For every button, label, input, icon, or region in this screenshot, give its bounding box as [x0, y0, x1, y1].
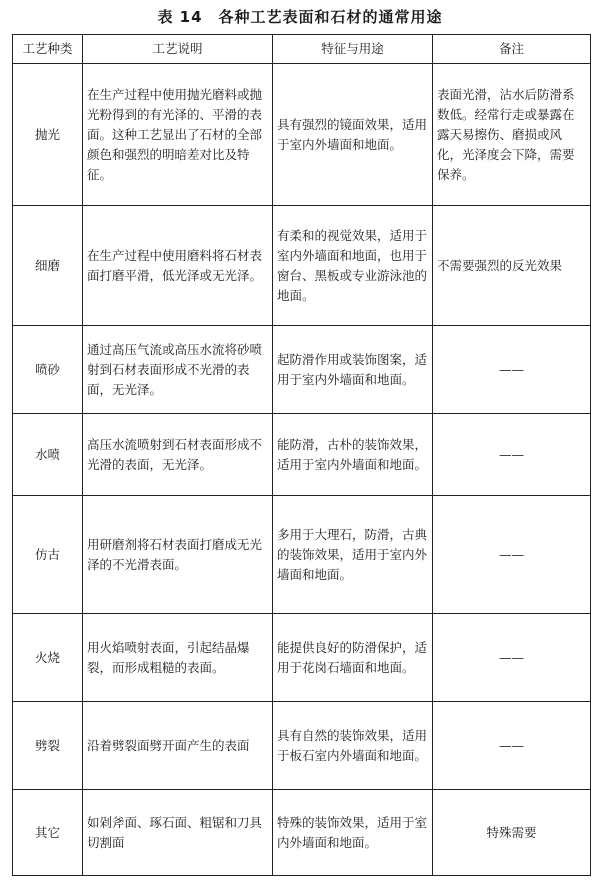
cell-use: 能防滑，古朴的装饰效果，适用于室内外墙面和地面。	[273, 414, 433, 496]
cell-desc: 沿着劈裂面劈开面产生的表面	[83, 702, 273, 790]
cell-type: 喷砂	[13, 326, 83, 414]
cell-note: 不需要强烈的反光效果	[433, 206, 591, 326]
cell-type: 劈裂	[13, 702, 83, 790]
table-row	[13, 790, 591, 876]
table-row	[13, 206, 591, 326]
cell-use: 有柔和的视觉效果，适用于室内外墙面和地面，也用于窗台、黑板或专业游泳池的地面。	[273, 206, 433, 326]
cell-desc: 在生产过程中使用抛光磨料或抛光粉得到的有光泽的、平滑的表面。这种工艺显出了石材的全部颜色和强烈的明暗差对比及特征。	[83, 64, 273, 206]
cell-desc: 用研磨剂将石材表面打磨成无光泽的不光滑表面。	[83, 496, 273, 614]
cell-use: 多用于大理石，防滑，古典的装饰效果，适用于室内外墙面和地面。	[273, 496, 433, 614]
cell-note: ——	[433, 414, 591, 496]
cell-desc: 高压水流喷射到石材表面形成不光滑的表面，无光泽。	[83, 414, 273, 496]
cell-type: 抛光	[13, 64, 83, 206]
header-use: 特征与用途	[273, 35, 433, 64]
cell-desc: 在生产过程中使用磨料将石材表面打磨平滑，低光泽或无光泽。	[83, 206, 273, 326]
cell-desc: 用火焰喷射表面，引起结晶爆裂，而形成粗糙的表面。	[83, 614, 273, 702]
cell-note: 特殊需要	[433, 790, 591, 876]
cell-use: 具有强烈的镜面效果，适用于室内外墙面和地面。	[273, 64, 433, 206]
cell-type: 仿古	[13, 496, 83, 614]
cell-type: 其它	[13, 790, 83, 876]
cell-desc: 如剁斧面、琢石面、粗锯和刀具切割面	[83, 790, 273, 876]
table-row	[13, 64, 591, 206]
header-note: 备注	[433, 35, 591, 64]
cell-type: 火烧	[13, 614, 83, 702]
cell-use: 起防滑作用或装饰图案，适用于室内外墙面和地面。	[273, 326, 433, 414]
cell-note: ——	[433, 326, 591, 414]
header-desc: 工艺说明	[83, 35, 273, 64]
cell-type: 细磨	[13, 206, 83, 326]
table-row	[13, 414, 591, 496]
cell-note: 表面光滑，沾水后防滑系数低。经常行走或暴露在露天易擦伤、磨损或风化，光泽度会下降，需要保养。	[433, 64, 591, 206]
cell-use: 具有自然的装饰效果，适用于板石室内外墙面和地面。	[273, 702, 433, 790]
table-row	[13, 326, 591, 414]
cell-use: 特殊的装饰效果，适用于室内外墙面和地面。	[273, 790, 433, 876]
table-row	[13, 614, 591, 702]
cell-desc: 通过高压气流或高压水流将砂喷射到石材表面形成不光滑的表面，无光泽。	[83, 326, 273, 414]
cell-note: ——	[433, 614, 591, 702]
table-row	[13, 702, 591, 790]
cell-note: ——	[433, 702, 591, 790]
cell-use: 能提供良好的防滑保护，适用于花岗石墙面和地面。	[273, 614, 433, 702]
header-row	[13, 35, 591, 64]
table-row	[13, 496, 591, 614]
cell-note: ——	[433, 496, 591, 614]
header-type: 工艺种类	[13, 35, 83, 64]
table-title: 表 14 各种工艺表面和石材的通常用途	[157, 8, 443, 26]
usage-table	[12, 34, 591, 876]
cell-type: 水喷	[13, 414, 83, 496]
